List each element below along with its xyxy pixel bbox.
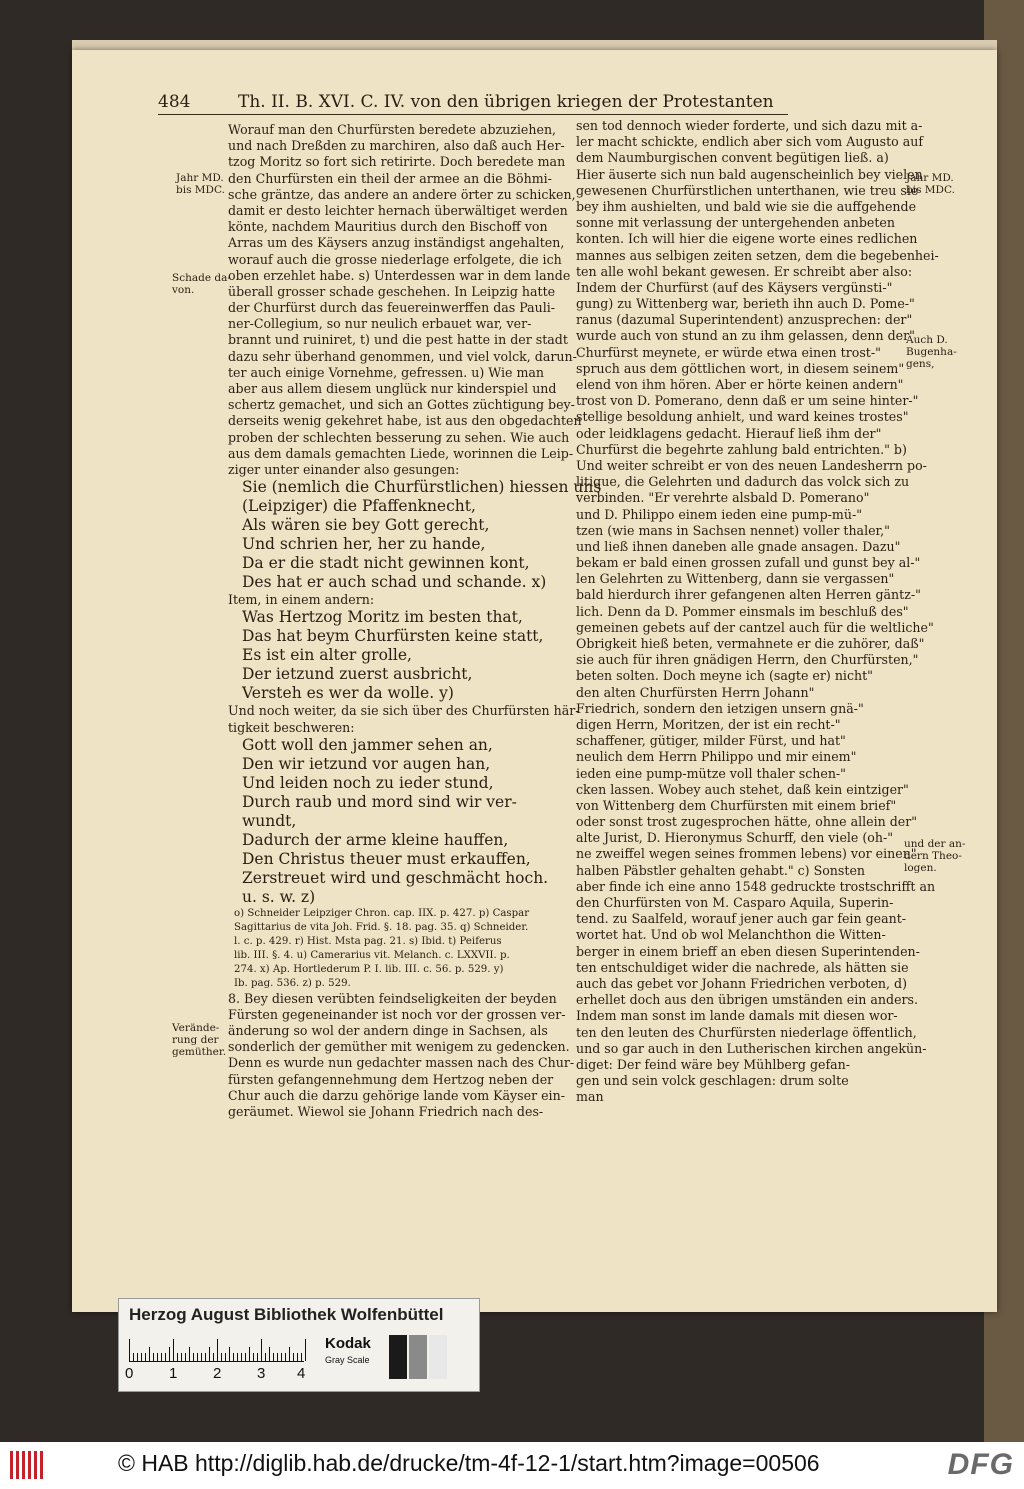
text-line: Indem der Churfürst (auf des Käysers vergünsti-" <box>576 279 893 295</box>
text-line: erhellet doch aus den übrigen umständen ein anders. <box>576 992 919 1008</box>
verse-line: Es ist ein alter grolle, <box>242 646 412 665</box>
text-line: derseits wenig gekehret habe, ist aus den obgedachten <box>228 413 582 429</box>
verse-line: Der ietzund zuerst ausbricht, <box>242 665 473 684</box>
footnote-line: 274. x) Ap. Hortlederum P. I. lib. III. c. 56. p. 529. y) <box>234 963 504 975</box>
margin-veraenderung <box>172 1022 226 1058</box>
footnote-line: o) Schneider Leipziger Chron. cap. IIX. p. 427. p) Caspar <box>234 907 530 919</box>
ruler-tick <box>305 1339 306 1361</box>
text-line: ziger unter einander also gesungen: <box>228 461 460 477</box>
text-line: ne zweiffel wegen seines frommen lebens) vor einen" <box>576 846 917 862</box>
ruler-tick <box>285 1353 286 1361</box>
margin-line: und der an- <box>904 838 966 850</box>
text-line: ler macht schickte, endlich aber sich vom Augusto auf <box>576 134 924 150</box>
text-line: Churfürst die begehrte zahlung bald entrichten." b) <box>576 441 907 457</box>
ruler-tick <box>241 1353 242 1361</box>
library-color-card <box>118 1298 480 1392</box>
verse-line: Und schrien her, her zu hande, <box>242 535 486 554</box>
footnote-line: lib. III. §. 4. u) Camerarius vit. Melanch. c. LXXVII. p. <box>234 949 510 961</box>
text-line: geräumet. Wiewol sie Johann Friedrich nach des- <box>228 1104 544 1119</box>
running-title: Th. II. B. XVI. C. IV. von den übrigen kriegen der Protestanten <box>238 92 774 112</box>
ruler-tick <box>133 1353 134 1361</box>
ruler-number: 2 <box>213 1365 222 1382</box>
text-line: schaffener, gütiger, milder Fürst, und hat" <box>576 733 846 749</box>
verse-line: Als wären sie bey Gott gerecht, <box>242 516 490 535</box>
page-header <box>158 86 788 115</box>
text-line: auch das gebet vor Johann Friedrichen verboten, d) <box>576 975 908 991</box>
margin-line: rung der <box>172 1034 219 1046</box>
text-line: Und noch weiter, da sie sich über des Churfürsten här- <box>228 703 580 719</box>
text-line: tzog Moritz so fort sich retirirte. Doch beredete man <box>228 154 566 170</box>
ruler-tick <box>237 1353 238 1361</box>
text-line: alte Jurist, D. Hieronymus Schurff, den viele (oh-" <box>576 830 894 846</box>
gray-swatch <box>409 1335 427 1379</box>
margin-line: bis MDC. <box>906 184 955 196</box>
ruler-tick <box>213 1353 214 1361</box>
ruler-tick <box>153 1353 154 1361</box>
text-line: wurde auch von stund an zu ihm gelassen, denn der" <box>576 328 915 344</box>
text-line: man <box>576 1089 604 1105</box>
text-line: len Gelehrten zu Wittenberg, dann sie vergassen" <box>576 571 895 587</box>
text-line: bekam er bald einen grossen zufall und gunst bey al-" <box>576 555 921 571</box>
library-name: Herzog August Bibliothek Wolfenbüttel <box>129 1305 444 1324</box>
ruler-number: 0 <box>125 1365 134 1382</box>
ruler-number: 3 <box>257 1365 266 1382</box>
ruler-tick <box>245 1353 246 1361</box>
ruler-tick <box>209 1347 210 1361</box>
ruler-tick <box>273 1353 274 1361</box>
text-line: und nach Dreßden zu marchiren, also daß auch Her- <box>228 138 565 154</box>
verse-line: Sie (nemlich die Churfürstlichen) hiessen uns <box>242 478 602 497</box>
verse-line: (Leipziger) die Pfaffenknecht, <box>242 497 476 516</box>
text-line: dazu sehr überhand genommen, und viel volck, darun- <box>228 348 577 364</box>
text-line: überall grosser schade geschehen. In Leipzig hatte <box>228 283 556 299</box>
ruler-tick <box>301 1353 302 1361</box>
text-line: gen und sein volck geschlagen: drum solte <box>576 1073 849 1089</box>
text-line: diget: Der feind wäre bey Mühlberg gefan- <box>576 1056 850 1072</box>
text-line: litique, die Gelehrten und dadurch das volck sich zu <box>576 474 910 490</box>
ruler-tick <box>169 1347 170 1361</box>
ruler-number: 4 <box>297 1365 306 1382</box>
verse-line: wundt, <box>242 811 297 830</box>
margin-line: logen. <box>904 862 937 874</box>
verse-line: Des hat er auch schad und schande. x) <box>242 573 547 592</box>
text-line: ter auch einige Vornehme, gefressen. u) Wie man <box>228 364 545 380</box>
ruler-number: 1 <box>169 1365 178 1382</box>
ruler-tick <box>257 1353 258 1361</box>
text-line: verbinden. "Er verehrte alsbald D. Pomerano" <box>576 490 870 506</box>
ruler-tick <box>229 1347 230 1361</box>
ruler-tick <box>137 1353 138 1361</box>
margin-line: gens, <box>906 358 935 370</box>
text-line: Hier äuserte sich nun bald augenscheinlich bey vielen <box>576 166 923 182</box>
text-line: oder leidklagens gedacht. Hierauf ließ ihm der" <box>576 425 882 441</box>
text-line: Fürsten gegeneinander ist noch vor der grossen ver- <box>228 1006 566 1022</box>
ruler-tick <box>249 1347 250 1361</box>
margin-line: Bugenha- <box>906 346 957 358</box>
margin-line: Jahr MD. <box>176 172 224 184</box>
verse-line: Das hat beym Churfürsten keine statt, <box>242 627 544 646</box>
footer-bar <box>0 1442 1024 1489</box>
text-line: bald hierdurch ihrer gefangenen alten Herren gäntz-" <box>576 587 921 603</box>
ruler-tick <box>253 1353 254 1361</box>
ruler-tick <box>161 1353 162 1361</box>
text-line: sie auch für ihren gnädigen Herrn, den Churfürsten," <box>576 652 919 668</box>
text-line: berger in einem brieff an eben diesen Superintenden- <box>576 943 920 959</box>
margin-line: Schade da- <box>172 272 231 284</box>
text-line: sonderlich der gemüther mit wenigem zu gedencken. <box>228 1039 570 1055</box>
text-line: bey ihm aushielten, und bald wie sie die auffgehende <box>576 198 917 214</box>
ruler-tick <box>225 1353 226 1361</box>
text-line: lich. Denn da D. Pommer einsmals im beschluß des" <box>576 603 909 619</box>
text-line: änderung so wol der andern dinge in Sachsen, als <box>228 1023 548 1039</box>
text-line: den Churfürsten von M. Casparo Aquila, Superin- <box>576 895 894 910</box>
text-line: oder sonst trost zugesprochen hätte, ohne allein der" <box>576 814 918 830</box>
gray-scale-label: Gray Scale <box>325 1355 370 1365</box>
margin-year-left <box>176 172 225 196</box>
text-line: ten den leuten des Churfürsten niederlage öffentlich, <box>576 1024 917 1040</box>
ruler-tick <box>269 1347 270 1361</box>
ruler-tick <box>281 1353 282 1361</box>
text-line: fürsten gefangennehmung dem Hertzog neben der <box>228 1071 554 1087</box>
text-line: Denn es wurde nun gedachter massen nach des Chur- <box>228 1055 575 1071</box>
text-line: dem Naumburgischen convent begütigen ließ. a) <box>576 150 889 166</box>
ruler-tick <box>217 1339 218 1361</box>
text-line: Indem man sonst im lande damals mit diesen wor- <box>576 1008 898 1024</box>
margin-line: Auch D. <box>906 334 948 346</box>
margin-line: bis MDC. <box>176 184 225 196</box>
ruler-tick <box>265 1353 266 1361</box>
text-line: Chur auch die darzu gehörige lande vom Käyser ein- <box>228 1087 565 1103</box>
text-line: Obrigkeit hieß beten, vermahnete er die zuhörer, daß" <box>576 636 925 651</box>
text-line: beten solten. Doch meyne ich (sagte er) nicht" <box>576 668 873 684</box>
ruler-tick <box>297 1353 298 1361</box>
text-line: Item, in einem andern: <box>228 592 375 608</box>
text-line: und so gar auch in den Lutherischen kirchen angekün- <box>576 1040 927 1056</box>
text-line: tend. zu Saalfeld, worauf jener auch gar fein geant- <box>576 911 907 927</box>
verse-line: Den wir ietzund vor augen han, <box>242 754 491 773</box>
verse-line: Und leiden noch zu ieder stund, <box>242 773 494 792</box>
text-line: Churfürst meynete, er würde etwa einen trost-" <box>576 344 881 360</box>
text-line: könte, nachdem Mauritius durch den Bischoff von <box>228 219 548 235</box>
kodak-label: Kodak <box>325 1335 371 1352</box>
text-line: trost von D. Pomerano, denn daß er um seine hinter-" <box>576 393 919 409</box>
text-line: mannes aus selbigen zeiten setzen, dem die begebenhei- <box>576 247 939 263</box>
text-line: Worauf man den Churfürsten beredete abzuziehen, <box>228 122 557 137</box>
text-line: aber aus allem diesem unglück nur kinderspiel und <box>228 381 557 396</box>
text-line: sen tod dennoch wieder forderte, und sich dazu mit a- <box>576 118 923 133</box>
ruler-tick <box>261 1339 262 1361</box>
text-line: spruch aus dem göttlichen wort, in diesem seinem" <box>576 360 905 376</box>
ruler-tick <box>177 1353 178 1361</box>
text-line: gung) zu Wittenberg war, berieth ihn auch D. Pome-" <box>576 296 915 312</box>
text-line: der Churfürst durch das feuereinwerffen das Pauli- <box>228 300 556 316</box>
ruler-tick <box>205 1353 206 1361</box>
text-line: sche gräntze, das andere an andere örter zu schicken, <box>228 186 576 202</box>
margin-line: gemüther. <box>172 1046 227 1058</box>
ruler-tick <box>289 1347 290 1361</box>
text-line: gemeinen gebets auf der cantzel auch für die weltliche" <box>576 619 934 635</box>
text-line: Und weiter schreibt er von des neuen Landesherrn po- <box>576 457 927 473</box>
text-line: aus dem damals gemachten Liede, worinnen die Leip- <box>228 445 574 461</box>
margin-line: Verände- <box>172 1022 220 1034</box>
text-line: ten alle wohl bekant gewesen. Er schreibt aber also: <box>576 263 913 279</box>
text-line: stellige besoldung anhielt, und ward keines trostes" <box>576 409 909 425</box>
text-line: ner-Collegium, so nur neulich erbauet war, ver- <box>228 316 532 332</box>
dfg-logo: DFG <box>947 1448 1014 1481</box>
footnote-line: l. c. p. 429. r) Hist. Msta pag. 21. s) Ibid. t) Peiferus <box>234 935 502 947</box>
text-line: und D. Philippo einem ieden eine pump-mü-" <box>576 506 862 522</box>
verse-line: Was Hertzog Moritz im besten that, <box>242 608 523 627</box>
ruler-tick <box>277 1353 278 1361</box>
footnote-line: Ib. pag. 536. z) p. 529. <box>234 977 351 989</box>
ruler-tick <box>149 1347 150 1361</box>
text-line: aber finde ich eine anno 1548 gedruckte trostschrifft an <box>576 878 936 894</box>
black-swatch <box>389 1335 407 1379</box>
ruler-tick <box>293 1353 294 1361</box>
ruler-tick <box>201 1353 202 1361</box>
ruler-tick <box>185 1353 186 1361</box>
verse-line: Da er die stadt nicht gewinnen kont, <box>242 554 530 573</box>
ruler-tick <box>165 1353 166 1361</box>
verse-line: Versteh es wer da wolle. y) <box>242 684 454 703</box>
copyright-link[interactable]: © HAB http://diglib.hab.de/drucke/tm-4f-12-1/start.htm?image=00506 <box>118 1450 820 1476</box>
text-line: ranus (dazumal Superintendent) anzusprechen: der" <box>576 312 913 328</box>
text-line: wortet hat. Und ob wol Melanchthon die Witten- <box>576 927 886 943</box>
text-line: Arras um des Käysers anzug inständigst angehalten, <box>228 235 565 251</box>
ruler-tick <box>173 1339 174 1361</box>
text-line: den alten Churfürsten Herrn Johann" <box>576 684 815 700</box>
ruler-tick <box>189 1347 190 1361</box>
verse-line: Den Christus theuer must erkauffen, <box>242 849 531 868</box>
text-line: ieden eine pump-mütze voll thaler schen-" <box>576 765 846 781</box>
ruler-tick <box>181 1353 182 1361</box>
text-line: brannt und ruiniret, t) und die pest hatte in der stadt <box>228 332 568 348</box>
ruler-tick <box>233 1353 234 1361</box>
text-line: elend von ihm hören. Aber er hörte keinen andern" <box>576 377 904 392</box>
ruler-tick <box>157 1353 158 1361</box>
text-line: oben erzehlet habe. s) Unterdessen war in dem lande <box>228 267 571 283</box>
text-line: ten entschuldiget wider die nachrede, als hätten sie <box>576 959 909 975</box>
text-line: digen Herrn, Moritzen, der ist ein recht-" <box>576 716 841 732</box>
margin-line: von. <box>172 284 195 296</box>
ruler-tick <box>141 1353 142 1361</box>
text-line: den Churfürsten ein theil der armee an die Böhmi- <box>228 170 552 186</box>
footnote-line: Sagittarius de vita Joh. Frid. §. 18. pag. 35. q) Schneider. <box>234 921 529 933</box>
text-line: von Wittenberg dem Churfürsten mit einem brief" <box>576 797 897 813</box>
text-line: tigkeit beschweren: <box>228 719 355 735</box>
text-line: damit er desto leichter hernach überwältiget werden <box>228 202 568 218</box>
text-line: schertz gemachet, und sich an Gottes züchtigung bey- <box>228 397 575 413</box>
verse-line: Gott woll den jammer sehen an, <box>242 735 493 754</box>
text-line: Friedrich, sondern den ietzigen unsern gnä-" <box>576 700 864 716</box>
ruler-tick <box>129 1339 130 1361</box>
ruler-tick <box>193 1353 194 1361</box>
text-line: neulich dem Herrn Philippo und mir einem" <box>576 749 857 765</box>
verse-line: Dadurch der arme kleine hauffen, <box>242 830 509 849</box>
margin-line: dern Theo- <box>904 850 962 862</box>
ruler-tick <box>197 1353 198 1361</box>
text-line: konten. Ich will hier die eigene worte eines redlichen <box>576 231 918 247</box>
text-line: tzen (wie mans in Sachsen nennet) voller thaler," <box>576 522 890 538</box>
text-line: worauf auch die grosse niederlage erfolgete, die ich <box>228 251 562 267</box>
margin-line: Jahr MD. <box>906 172 954 184</box>
text-column-left <box>228 122 602 1120</box>
text-line: proben der schlechten besserung zu sehen. Wie auch <box>228 429 570 445</box>
ruler-tick <box>145 1353 146 1361</box>
text-line: 8. Bey diesen verübten feindseligkeiten der beyden <box>228 990 557 1006</box>
text-line: und ließ ihnen daneben alle gnade ansagen. Dazu" <box>576 538 901 554</box>
hab-logo-icon <box>10 1451 48 1479</box>
verse-line: u. s. w. z) <box>242 887 316 906</box>
text-line: cken lassen. Wobey auch stehet, daß kein eintziger" <box>576 781 909 797</box>
page-number: 484 <box>158 92 191 112</box>
text-line: sonne mit verlassung der untergehenden anbeten <box>576 215 895 231</box>
text-line: halben Päbstler gehalten gehabt." c) Sonsten <box>576 862 866 878</box>
text-line: gewesenen Churfürstlichen unterthanen, wie treu sie <box>576 182 919 198</box>
verse-line: Zerstreuet wird und geschmächt hoch. <box>242 868 549 887</box>
scale-ruler <box>129 1337 304 1362</box>
margin-schade <box>172 272 231 296</box>
verse-line: Durch raub und mord sind wir ver- <box>242 792 517 811</box>
white-swatch <box>429 1335 447 1379</box>
ruler-tick <box>221 1353 222 1361</box>
